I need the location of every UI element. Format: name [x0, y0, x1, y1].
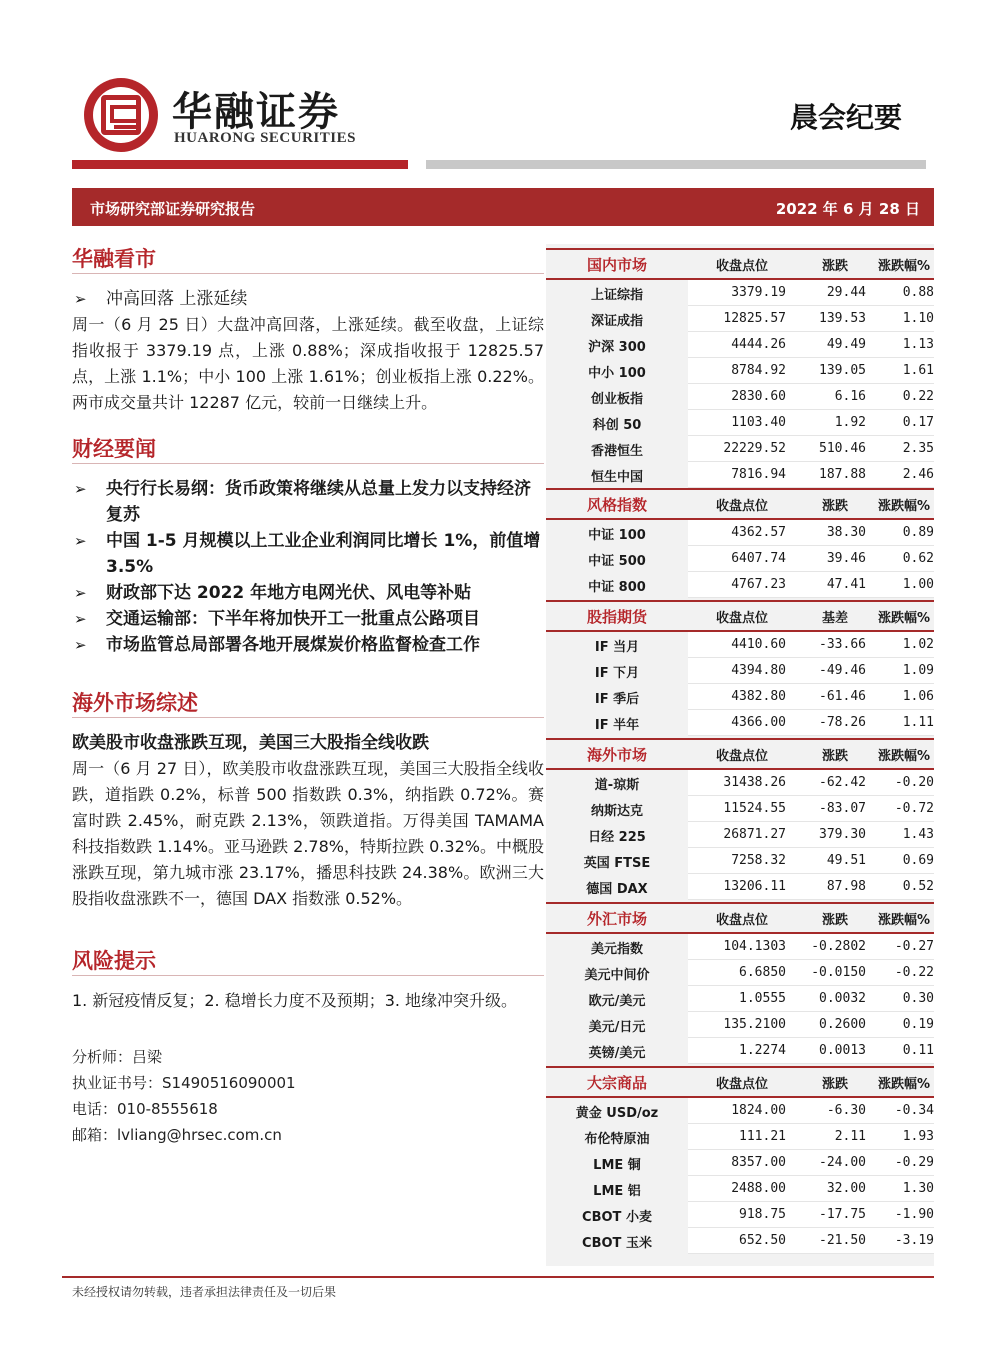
cell-change: 38.30: [796, 520, 874, 546]
table-section-overseas: [546, 738, 934, 900]
cell-pct: 2.35: [874, 436, 934, 462]
cell-change: 32.00: [796, 1176, 874, 1202]
row-label: 纳斯达克: [590, 803, 643, 819]
cell-close: 22229.52: [688, 436, 796, 462]
header-cell: 基差: [821, 610, 848, 626]
cell-pct: 0.19: [874, 1012, 934, 1038]
analyst-phone: 电话：010-8555618: [72, 1100, 218, 1118]
logo-glyph-icon: [101, 95, 141, 135]
cell-change: 139.53: [796, 306, 874, 332]
cell-pct: 0.11: [874, 1038, 934, 1064]
cell-change: 379.30: [796, 822, 874, 848]
row-label: 科创 50: [592, 417, 642, 433]
table-row: [546, 684, 934, 710]
news-item: ➢ 市场监管总局部署各地开展煤炭价格监督检查工作: [72, 632, 544, 658]
row-label: 日经 225: [588, 829, 646, 845]
header-cell: 股指期货: [586, 607, 647, 626]
cell-pct: 1.61: [874, 358, 934, 384]
cell-pct: -0.27: [874, 934, 934, 960]
table-row: [546, 358, 934, 384]
table-row: [546, 332, 934, 358]
section-title-news: 财经要闻: [72, 430, 544, 464]
overseas-subtitle: 欧美股市收盘涨跌互现，美国三大股指全线收跌: [72, 733, 429, 753]
table-header: [546, 488, 934, 520]
cell-change: 0.0013: [796, 1038, 874, 1064]
cell-change: -0.2802: [796, 934, 874, 960]
header-cell: 涨跌幅%: [877, 610, 931, 626]
section-title-overseas: 海外市场综述: [72, 684, 544, 718]
table-row: [546, 462, 934, 488]
cell-change: 6.16: [796, 384, 874, 410]
table-row: [546, 1124, 934, 1150]
company-name-en: HUARONG SECURITIES: [174, 130, 356, 146]
analyst-info: [72, 1044, 544, 1148]
header-cell: 收盘点位: [715, 498, 768, 514]
cell-close: 1103.40: [688, 410, 796, 436]
cell-close: 4394.80: [688, 658, 796, 684]
cell-pct: 0.62: [874, 546, 934, 572]
cell-pct: -0.29: [874, 1150, 934, 1176]
report-date: 2022 年 6 月 28 日: [775, 200, 920, 218]
table-header: [546, 902, 934, 934]
row-label: 道-琼斯: [594, 777, 640, 793]
row-label: CBOT 小麦: [582, 1209, 652, 1225]
header-cell: 涨跌幅%: [877, 912, 931, 928]
cell-pct: -0.20: [874, 770, 934, 796]
row-label: 英国 FTSE: [583, 855, 651, 871]
cell-close: 1824.00: [688, 1098, 796, 1124]
header-cell: 涨跌幅%: [877, 498, 931, 514]
cell-close: 4382.80: [688, 684, 796, 710]
cell-close: 4767.23: [688, 572, 796, 598]
table-section-forex: [546, 902, 934, 1064]
row-label: 美元指数: [590, 941, 643, 957]
row-label: 中小 100: [588, 365, 646, 381]
cell-pct: 1.06: [874, 684, 934, 710]
cell-close: 1.2274: [688, 1038, 796, 1064]
table-row: [546, 546, 934, 572]
section-title-market-view: 华融看市: [72, 240, 544, 274]
header-cell: 收盘点位: [715, 610, 768, 626]
table-row: [546, 1098, 934, 1124]
table-row: [546, 934, 934, 960]
row-label: IF 当月: [594, 639, 640, 655]
row-label: IF 半年: [594, 717, 640, 733]
cell-close: 4366.00: [688, 710, 796, 736]
cell-change: 39.46: [796, 546, 874, 572]
table-row: [546, 1228, 934, 1254]
cell-close: 8357.00: [688, 1150, 796, 1176]
row-label: 布伦特原油: [584, 1131, 650, 1147]
document-type: 晨会纪要: [789, 101, 902, 134]
header-cell: 外汇市场: [586, 909, 647, 928]
cell-pct: 0.88: [874, 280, 934, 306]
news-list: [72, 476, 544, 658]
table-row: [546, 632, 934, 658]
cell-close: 135.2100: [688, 1012, 796, 1038]
header-cell: 大宗商品: [586, 1073, 647, 1092]
cell-pct: 0.52: [874, 874, 934, 900]
cell-pct: -0.22: [874, 960, 934, 986]
header-cell: 涨跌: [821, 1076, 848, 1092]
cell-close: 8784.92: [688, 358, 796, 384]
row-label: 香港恒生: [590, 443, 643, 459]
cell-change: 29.44: [796, 280, 874, 306]
table-row: [546, 520, 934, 546]
analyst-email[interactable]: 邮箱：lvliang@hrsec.com.cn: [72, 1126, 282, 1144]
news-item: ➢ 中国 1-5 月规模以上工业企业利润同比增长 1%，前值增 3.5%: [72, 528, 544, 580]
row-label: 沪深 300: [588, 339, 646, 355]
row-label: 英镑/美元: [588, 1045, 646, 1061]
market-view-body: 周一（6 月 25 日）大盘冲高回落，上涨延续。截至收盘，上证综指收报于 3379.19 点，上涨 0.88%；深成指收报于 12825.57 点，上涨 1.1%；中小 100 上涨 1.61%；创业板指上涨 0.22%。两市成交量共计 12287 亿元，较前一日继续上升。: [72, 315, 544, 412]
table-section-style: [546, 488, 934, 598]
cell-change: 87.98: [796, 874, 874, 900]
header-cell: 涨跌幅%: [877, 258, 931, 274]
table-row: [546, 1038, 934, 1064]
table-header: [546, 600, 934, 632]
table-row: [546, 572, 934, 598]
table-section-domestic: [546, 248, 934, 488]
table-row: [546, 1176, 934, 1202]
table-section-commodities: [546, 1066, 934, 1254]
header-cell: 涨跌: [821, 258, 848, 274]
table-row: [546, 874, 934, 900]
overseas-body: 周一（6 月 27 日），欧美股市收盘涨跌互现，美国三大股指全线收跌，道指跌 0.2%，标普 500 指数跌 0.3%，纳指跌 0.72%。赛富时跌 2.45%，耐克跌 2.13%，领跌道指。万得美国 TAMAMA 科技指数跌 1.14%。亚马逊跌 2.78%，特斯拉跌 0.32%。中概股涨跌互现，第九城市涨 23.17%，播思科技跌 24.38%。欧洲三大股指收盘涨跌不一，德国 DAX 指数涨 0.52%。: [72, 759, 544, 908]
section-title-risk: 风险提示: [72, 942, 544, 976]
header-cell: 涨跌: [821, 912, 848, 928]
cell-change: 2.11: [796, 1124, 874, 1150]
market-view-bullet: ➢ 冲高回落 上涨延续: [72, 286, 544, 312]
cell-pct: -1.90: [874, 1202, 934, 1228]
header-cell: 涨跌: [821, 748, 848, 764]
row-label: 中证 500: [588, 553, 646, 569]
cell-close: 652.50: [688, 1228, 796, 1254]
analyst-cert: 执业证书号：S1490516090001: [72, 1074, 296, 1092]
header-cell: 涨跌幅%: [877, 748, 931, 764]
table-row: [546, 770, 934, 796]
company-logo: [84, 78, 158, 152]
row-label: CBOT 玉米: [582, 1235, 652, 1251]
row-label: LME 铝: [593, 1183, 641, 1199]
table-header: [546, 738, 934, 770]
footer-disclaimer: 未经授权请勿转载，违者承担法律责任及一切后果: [72, 1285, 337, 1299]
table-row: [546, 1012, 934, 1038]
department-label: 市场研究部证券研究报告: [90, 200, 256, 218]
cell-change: -61.46: [796, 684, 874, 710]
cell-change: -0.0150: [796, 960, 874, 986]
cell-change: -6.30: [796, 1098, 874, 1124]
news-item: ➢ 交通运输部：下半年将加快开工一批重点公路项目: [72, 606, 544, 632]
cell-close: 13206.11: [688, 874, 796, 900]
row-label: LME 铜: [593, 1157, 641, 1173]
header-cell: 收盘点位: [715, 748, 768, 764]
table-row: [546, 822, 934, 848]
header-cell: 收盘点位: [715, 258, 768, 274]
table-row: [546, 436, 934, 462]
cell-pct: 1.13: [874, 332, 934, 358]
market-data-table: [546, 244, 934, 1266]
cell-change: -49.46: [796, 658, 874, 684]
cell-close: 11524.55: [688, 796, 796, 822]
cell-change: -78.26: [796, 710, 874, 736]
cell-pct: 0.22: [874, 384, 934, 410]
cell-close: 4362.57: [688, 520, 796, 546]
cell-change: 49.49: [796, 332, 874, 358]
cell-pct: 1.00: [874, 572, 934, 598]
cell-pct: 0.17: [874, 410, 934, 436]
cell-change: 49.51: [796, 848, 874, 874]
table-row: [546, 306, 934, 332]
report-banner: [72, 188, 934, 226]
table-row: [546, 658, 934, 684]
row-label: 创业板指: [590, 391, 643, 407]
cell-close: 12825.57: [688, 306, 796, 332]
cell-pct: 1.09: [874, 658, 934, 684]
header-cell: 海外市场: [586, 745, 647, 764]
table-row: [546, 280, 934, 306]
cell-pct: 1.11: [874, 710, 934, 736]
row-label: 中证 100: [588, 527, 646, 543]
cell-close: 2488.00: [688, 1176, 796, 1202]
row-label: 中证 800: [588, 579, 646, 595]
cell-pct: 0.69: [874, 848, 934, 874]
news-item: ➢ 央行行长易纲：货币政策将继续从总量上发力以支持经济复苏: [72, 476, 544, 528]
header-bar-gray: [426, 160, 926, 169]
table-row: [546, 986, 934, 1012]
cell-close: 6.6850: [688, 960, 796, 986]
cell-change: 0.0032: [796, 986, 874, 1012]
row-label: IF 下月: [594, 665, 640, 681]
cell-pct: 1.43: [874, 822, 934, 848]
cell-pct: 0.89: [874, 520, 934, 546]
table-row: [546, 384, 934, 410]
cell-change: 187.88: [796, 462, 874, 488]
cell-close: 2830.60: [688, 384, 796, 410]
cell-close: 111.21: [688, 1124, 796, 1150]
cell-close: 7816.94: [688, 462, 796, 488]
cell-close: 3379.19: [688, 280, 796, 306]
header-cell: 涨跌: [821, 498, 848, 514]
table-header: [546, 248, 934, 280]
cell-change: 0.2600: [796, 1012, 874, 1038]
cell-close: 31438.26: [688, 770, 796, 796]
table-row: [546, 410, 934, 436]
cell-pct: 2.46: [874, 462, 934, 488]
cell-close: 4444.26: [688, 332, 796, 358]
table-row: [546, 1150, 934, 1176]
cell-close: 26871.27: [688, 822, 796, 848]
left-column: [72, 240, 544, 1148]
cell-change: -62.42: [796, 770, 874, 796]
table-row: [546, 710, 934, 736]
cell-pct: 1.30: [874, 1176, 934, 1202]
cell-change: 1.92: [796, 410, 874, 436]
cell-pct: 1.02: [874, 632, 934, 658]
row-label: 黄金 USD/oz: [575, 1105, 659, 1121]
cell-change: 510.46: [796, 436, 874, 462]
cell-close: 4410.60: [688, 632, 796, 658]
row-label: 上证综指: [590, 287, 643, 303]
cell-change: -17.75: [796, 1202, 874, 1228]
table-header: [546, 1066, 934, 1098]
table-row: [546, 960, 934, 986]
table-section-futures: [546, 600, 934, 736]
header-cell: 收盘点位: [715, 912, 768, 928]
row-label: 美元中间价: [584, 967, 650, 983]
table-row: [546, 796, 934, 822]
row-label: 德国 DAX: [586, 881, 648, 897]
cell-change: -21.50: [796, 1228, 874, 1254]
footer-divider: [62, 1276, 934, 1278]
row-label: IF 季后: [594, 691, 640, 707]
cell-pct: -0.72: [874, 796, 934, 822]
header-cell: 风格指数: [586, 495, 647, 514]
row-label: 深证成指: [590, 313, 643, 329]
cell-close: 918.75: [688, 1202, 796, 1228]
cell-change: -24.00: [796, 1150, 874, 1176]
cell-pct: 1.10: [874, 306, 934, 332]
analyst-name: 分析师：吕梁: [72, 1048, 163, 1066]
header-cell: 国内市场: [586, 255, 647, 274]
news-item: ➢ 财政部下达 2022 年地方电网光伏、风电等补贴: [72, 580, 544, 606]
table-row: [546, 848, 934, 874]
cell-change: 47.41: [796, 572, 874, 598]
row-label: 恒生中国: [590, 469, 643, 485]
cell-change: -33.66: [796, 632, 874, 658]
cell-pct: -3.19: [874, 1228, 934, 1254]
cell-pct: 1.93: [874, 1124, 934, 1150]
cell-close: 7258.32: [688, 848, 796, 874]
table-row: [546, 1202, 934, 1228]
header-cell: 涨跌幅%: [877, 1076, 931, 1092]
cell-close: 104.1303: [688, 934, 796, 960]
cell-change: -83.07: [796, 796, 874, 822]
row-label: 美元/日元: [588, 1019, 646, 1035]
row-label: 欧元/美元: [588, 993, 646, 1009]
company-name-cn: 华融证券: [172, 88, 340, 135]
cell-change: 139.05: [796, 358, 874, 384]
cell-close: 1.0555: [688, 986, 796, 1012]
header-cell: 收盘点位: [715, 1076, 768, 1092]
cell-pct: 0.30: [874, 986, 934, 1012]
cell-pct: -0.34: [874, 1098, 934, 1124]
risk-body: 1. 新冠疫情反复；2. 稳增长力度不及预期；3. 地缘冲突升级。: [72, 991, 518, 1010]
cell-close: 6407.74: [688, 546, 796, 572]
header-bar-red: [72, 160, 408, 169]
